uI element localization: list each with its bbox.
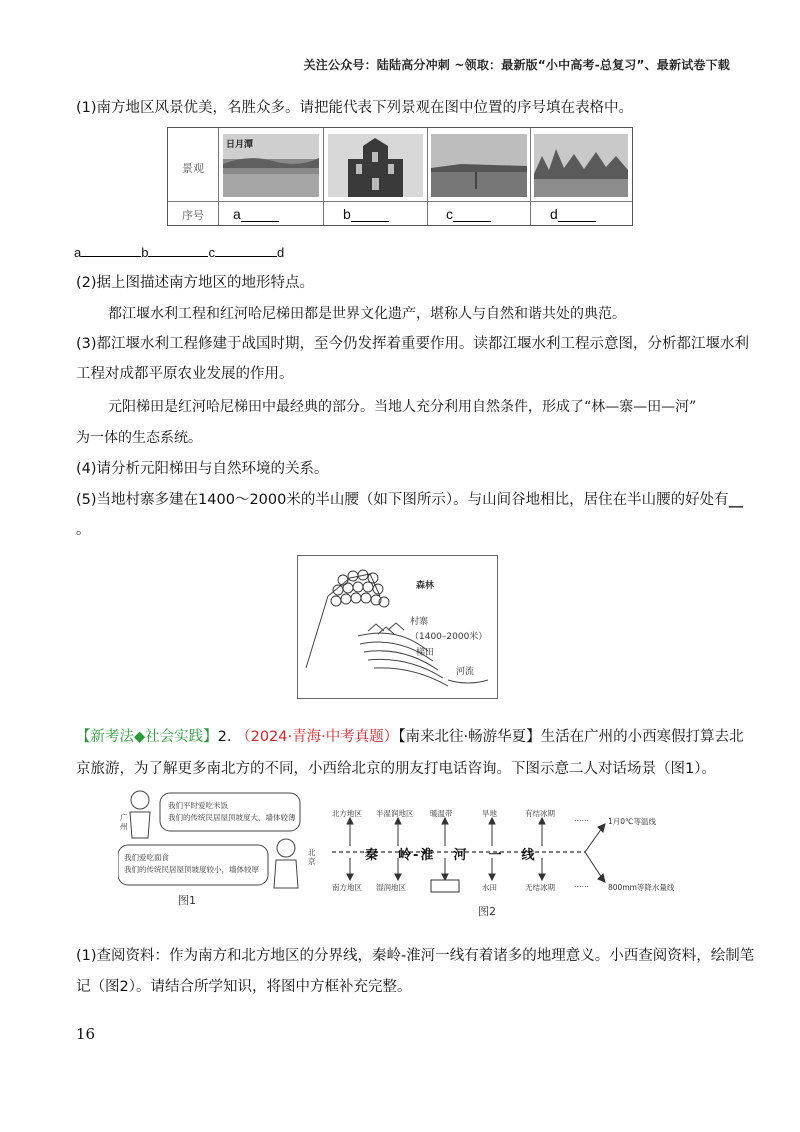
question-5-line2: 。	[76, 522, 91, 538]
question-1: (1)南方地区风景优美，名胜众多。请把能代表下列景观在图中位置的序号填在表格中。	[76, 100, 634, 116]
isotherm-label: 1月0℃等温线	[608, 817, 656, 826]
isohyet-label: 800mm等降水量线	[608, 883, 675, 892]
paragraph-yuanyang-line2: 为一体的生态系统。	[76, 430, 202, 446]
question-2-1-line1: (1)查阅资料：作为南方和北方地区的分界线，秦岭-淮河一线有着诸多的地理意义。小西查阅资料，绘制笔	[76, 948, 755, 964]
slot-a: a	[233, 206, 279, 222]
top-label-1: 北方地区	[332, 809, 362, 818]
top-label-4: 旱地	[482, 809, 497, 818]
top-label-5: 有结冰期	[525, 809, 555, 818]
question-3-line1: (3)都江堰水利工程修建于战国时期，至今仍发挥着重要作用。读都江堰水利工程示意图，分析都江堰水利	[76, 336, 750, 352]
label-beijing: 北京	[308, 848, 316, 866]
question-5-line1: (5)当地村寨多建在1400～2000米的半山腰（如下图所示）。与山间谷地相比，居住在半山腰的好处有__	[76, 492, 744, 508]
figure-2-caption: 图2	[478, 905, 496, 918]
question-2: (2)据上图描述南方地区的地形特点。	[76, 275, 315, 291]
figure-2	[330, 806, 690, 918]
question-3-line2: 工程对成都平原农业发展的作用。	[76, 366, 294, 382]
bottom-label-1: 南方地区	[332, 883, 362, 892]
paragraph-dujiangyan: 都江堰水利工程和红河哈尼梯田都是世界文化遗产，堪称人与自然和谐共处的典范。	[108, 306, 626, 322]
page-number: 16	[76, 1025, 96, 1043]
figure-1-caption: 图1	[178, 894, 196, 907]
row-label-number: 序号	[182, 209, 204, 222]
bottom-label-2: 湿润地区	[376, 883, 406, 892]
label-forest: 森林	[416, 581, 435, 591]
karst-landscape-photo	[534, 134, 628, 197]
qinling-huaihe-line: 秦 岭-淮 河 一 线	[365, 848, 537, 863]
row-label-scenery: 景观	[182, 162, 204, 175]
label-village: 村寨	[410, 617, 429, 627]
answer-line: a b c d	[74, 245, 285, 260]
question-2-1-line2: 记（图2）。请结合所学知识，将图中方框补充完整。	[76, 979, 412, 995]
question-4: (4)请分析元阳梯田与自然环境的关系。	[76, 461, 329, 477]
bubble1-line2: 我们的传统民居屋顶坡度大，墙体较薄	[168, 813, 296, 822]
bottom-label-5: 无结冰期	[525, 883, 555, 892]
ruins-of-st-paul-photo	[328, 134, 423, 197]
label-altitude: （1400–2000米）	[410, 632, 488, 642]
dots-top: ……	[574, 814, 589, 823]
bottom-label-4: 水田	[482, 883, 497, 892]
bubble2-line1: 我们爱吃面食	[124, 853, 169, 862]
scenery-table	[167, 127, 633, 226]
label-river: 河流	[456, 667, 475, 677]
problem-2-line1: 【新考法◆社会实践】2. （2024·青海·中考真题）【南来北往·畅游华夏】生活在广州的小西寒假打算去北	[76, 729, 744, 745]
top-label-2: 半湿润地区	[376, 809, 414, 818]
dots-bottom: ……	[574, 880, 589, 889]
terraces-diagram	[297, 555, 498, 699]
slot-c: c	[446, 206, 491, 222]
bubble1-line1: 我们平时爱吃米饭	[168, 801, 228, 810]
paragraph-yuanyang-line1: 元阳梯田是红河哈尼梯田中最经典的部分。当地人充分利用自然条件，形成了“林—寨—田—河”	[108, 399, 697, 415]
label-terrace: 梯田	[416, 648, 435, 658]
problem-2-line2: 京旅游，为了解更多南北方的不同，小西给北京的朋友打电话咨询。下图示意二人对话场景（图1）。	[76, 761, 716, 777]
slot-d: d	[550, 206, 596, 222]
top-label-3: 暖温带	[430, 809, 453, 818]
bubble2-line2: 我们的传统民居屋顶坡度较小，墙体较厚	[124, 865, 259, 874]
figure-1	[118, 788, 323, 906]
label-guangzhou: 广州	[120, 813, 128, 831]
photo-caption: 日月潭	[226, 140, 254, 150]
lake-bridge-photo	[431, 134, 527, 197]
slot-b: b	[343, 206, 389, 222]
page-header: 关注公众号：陆陆高分冲刺 ~领取：最新版“小中高考-总复习”、最新试卷下载	[303, 58, 730, 72]
